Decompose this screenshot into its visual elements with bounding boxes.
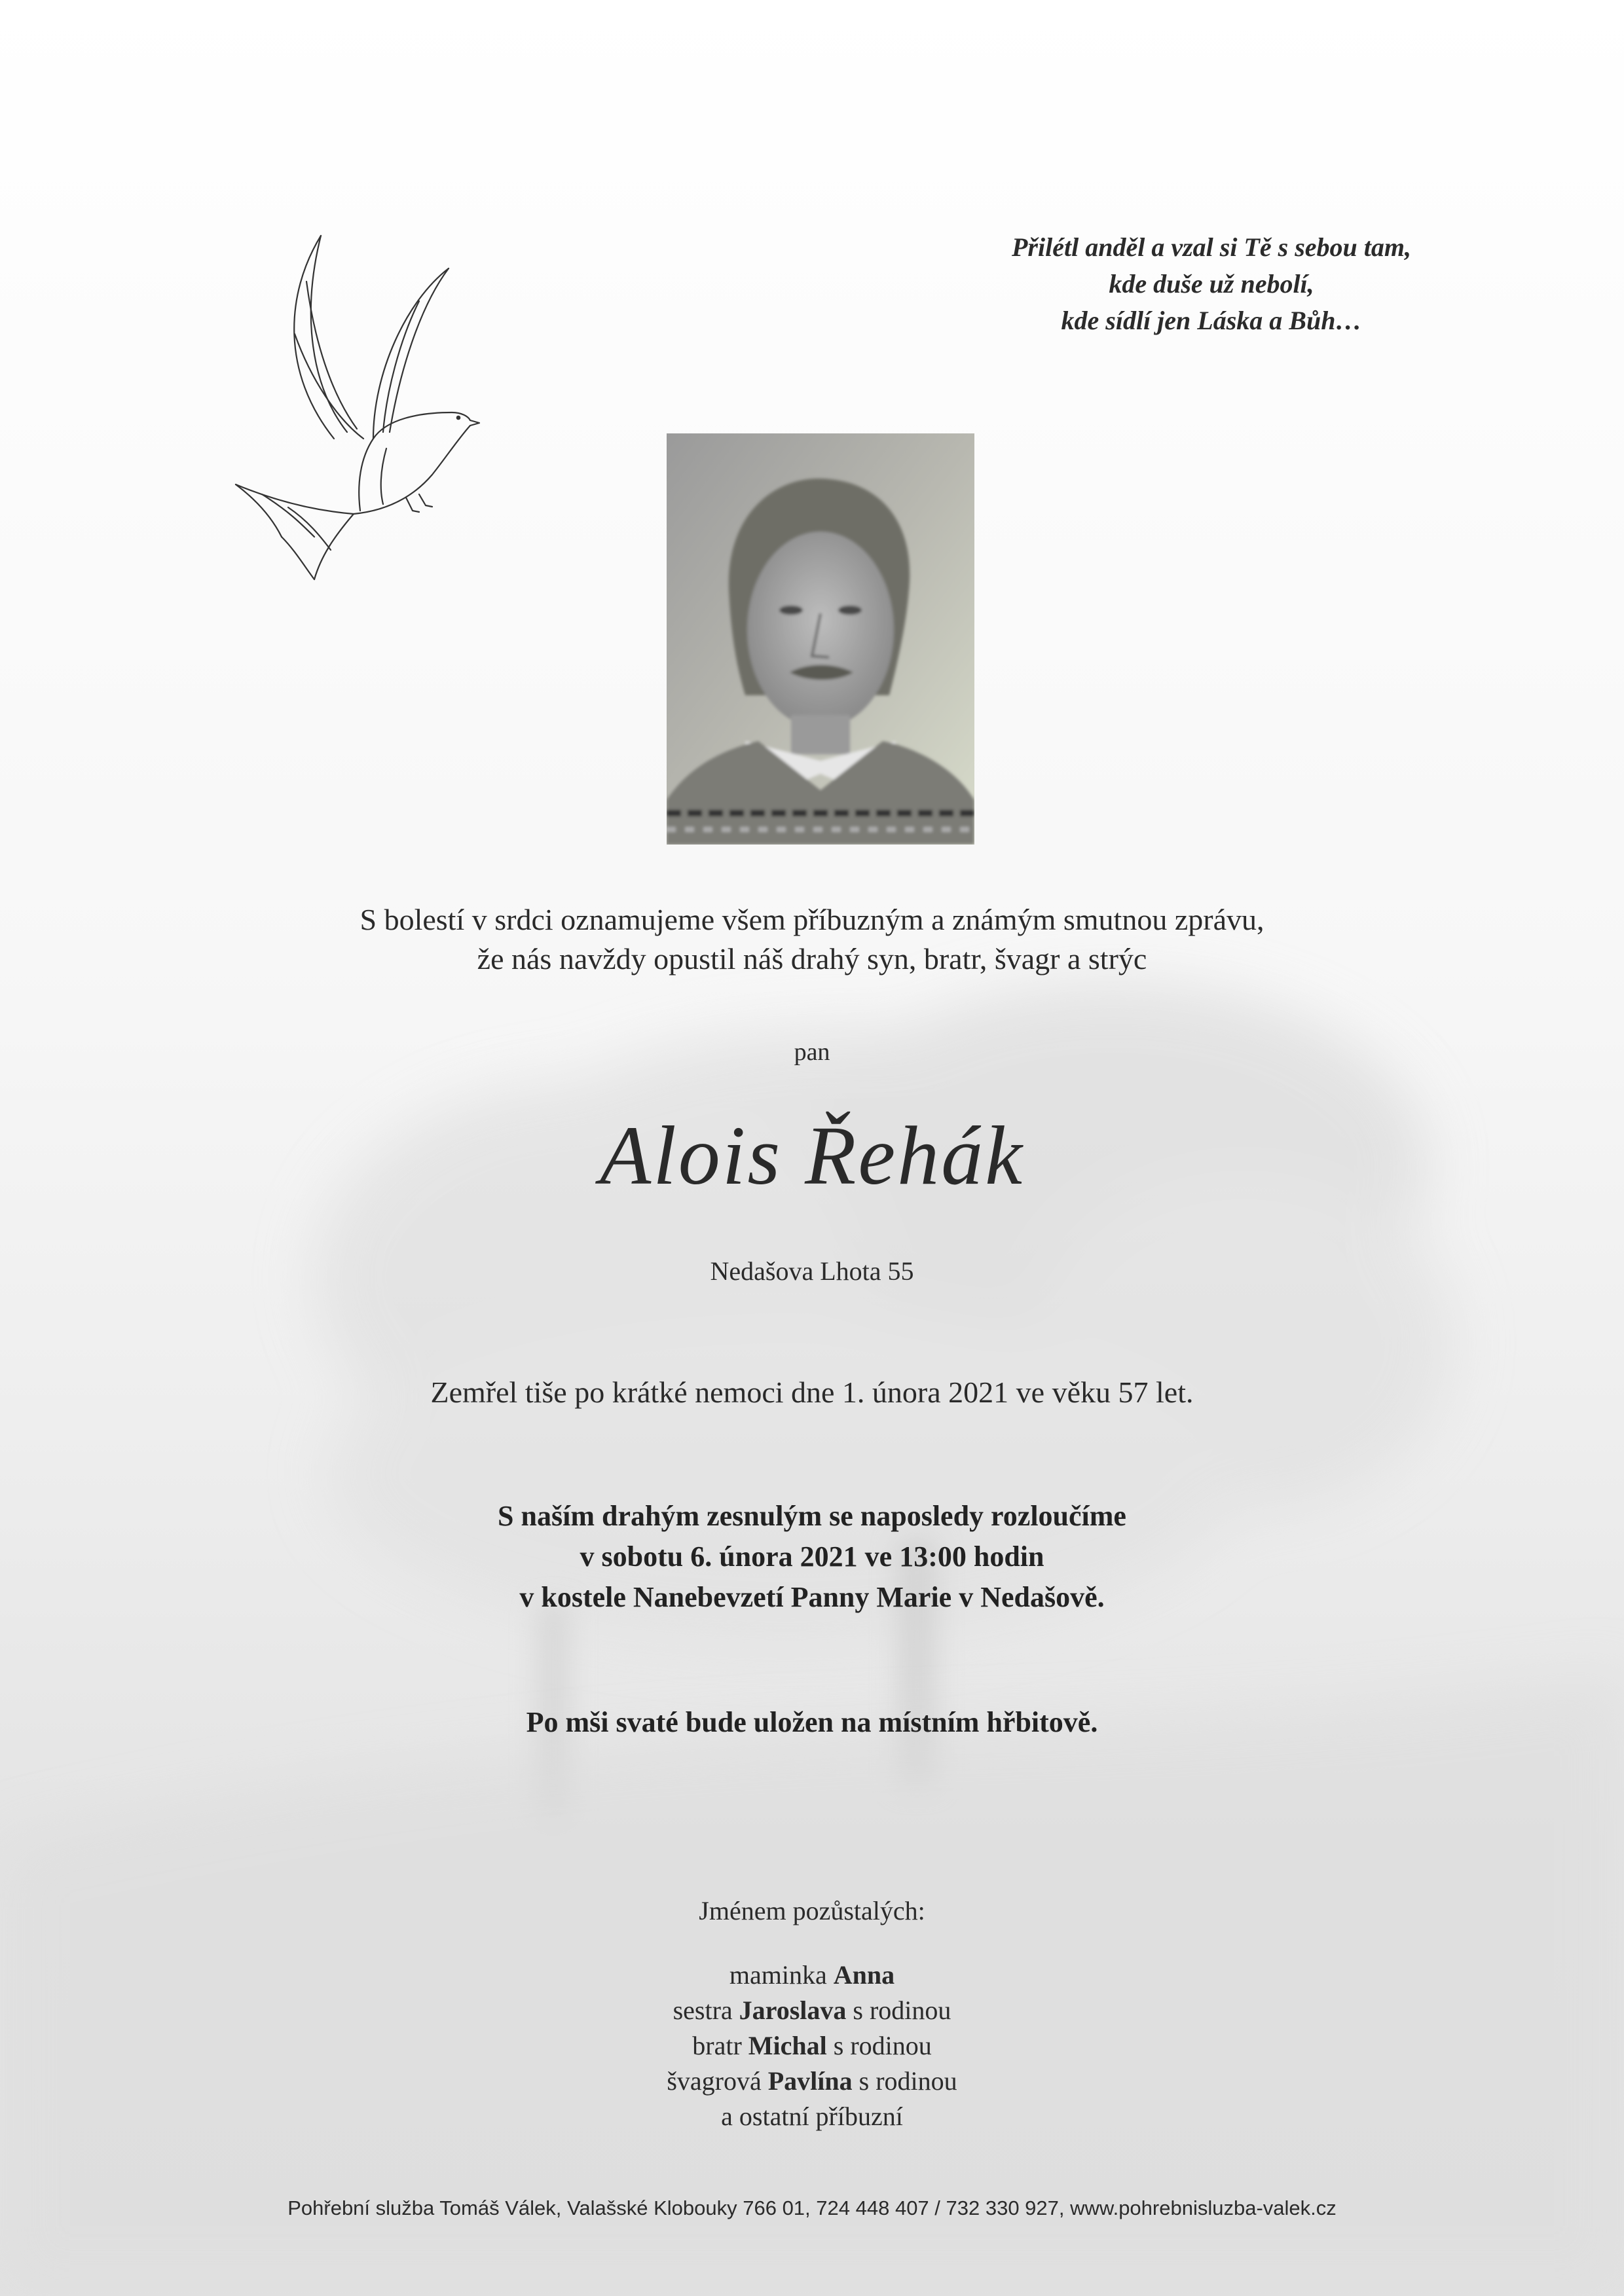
intro-line: že nás navždy opustil náš drahý syn, bratr, švagr a strýc	[477, 942, 1147, 975]
quote-line: kde sídlí jen Láska a Bůh…	[1061, 306, 1362, 335]
mourners-list	[419, 1958, 1205, 2134]
deceased-address: Nedašova Lhota 55	[710, 1256, 914, 1286]
mourner-row	[419, 2028, 1205, 2064]
burial-note: Po mši svaté bude uložen na místním hřbitově.	[526, 1706, 1098, 1738]
farewell-line: v sobotu 6. února 2021 ve 13:00 hodin	[580, 1540, 1044, 1573]
mourner-suffix: s rodinou	[852, 2066, 957, 2096]
quote-line: kde duše už nebolí,	[1109, 269, 1314, 299]
mourner-row	[419, 2064, 1205, 2099]
death-notice: Zemřel tiše po krátké nemoci dne 1. února 2021 ve věku 57 let.	[430, 1376, 1194, 1409]
intro-line: S bolestí v srdci oznamujeme všem příbuzným a známým smutnou zprávu,	[360, 903, 1264, 936]
mourner-row	[419, 1958, 1205, 1993]
mourner-relation: bratr	[692, 2031, 748, 2060]
dove-icon	[223, 223, 485, 589]
mourner-suffix: s rodinou	[826, 2031, 932, 2060]
farewell-line: v kostele Nanebevzetí Panny Marie v Nedašově.	[519, 1581, 1105, 1613]
deceased-name: Alois Řehák	[600, 1109, 1024, 1202]
mourner-relation: a ostatní příbuzní	[721, 2102, 903, 2131]
honorific: pan	[794, 1038, 830, 1066]
announcement-intro	[196, 900, 1428, 979]
mourner-name: Jaroslava	[739, 1995, 847, 2025]
mourner-name: Anna	[833, 1960, 895, 1990]
mourners-heading: Jménem pozůstalých:	[699, 1896, 925, 1925]
farewell-ceremony	[196, 1496, 1428, 1618]
mourner-relation: švagrová	[667, 2066, 768, 2096]
memorial-quote	[943, 229, 1480, 339]
funeral-service-footer: Pohřební služba Tomáš Válek, Valašské Klobouky 766 01, 724 448 407 / 732 330 927, www.pohrebnisluzba-valek.cz	[287, 2196, 1337, 2219]
quote-line: Přilétl anděl a vzal si Tě s sebou tam,	[1012, 232, 1411, 262]
mourner-name: Michal	[748, 2031, 827, 2060]
mourner-name: Pavlína	[767, 2066, 853, 2096]
mourner-row	[419, 1993, 1205, 2028]
mourner-relation: maminka	[729, 1960, 834, 1990]
portrait-photo	[667, 433, 974, 845]
mourner-relation: sestra	[673, 1995, 739, 2025]
mourner-suffix: s rodinou	[846, 1995, 951, 2025]
mourner-row	[419, 2099, 1205, 2134]
farewell-line: S naším drahým zesnulým se naposledy rozloučíme	[498, 1500, 1126, 1532]
